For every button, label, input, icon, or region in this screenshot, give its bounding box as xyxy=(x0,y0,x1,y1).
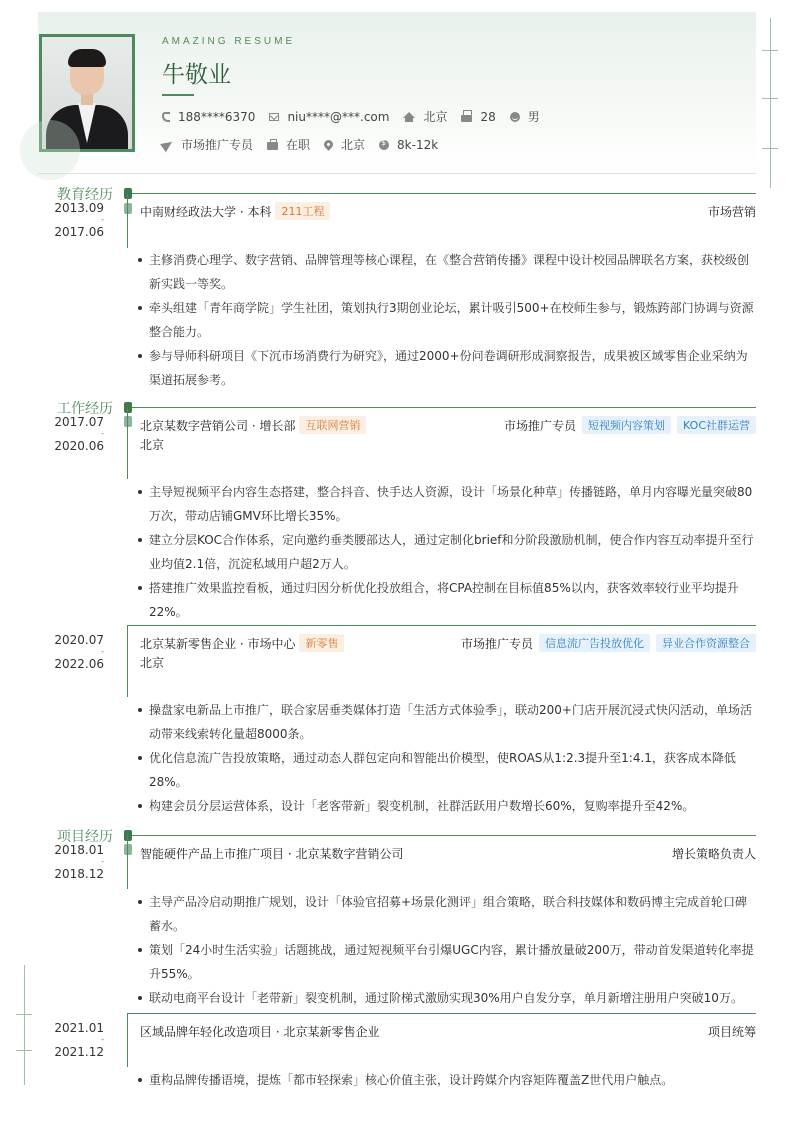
job-target-text: 市场推广专员 xyxy=(181,138,254,152)
start-date: 2013.09 xyxy=(54,201,104,215)
list-item: 重构品牌传播语境，提炼「都市轻探索」核心价值主张，设计跨媒介内容矩阵覆盖Z世代用户触点。 xyxy=(138,1068,756,1092)
project-name: 区域品牌年轻化改造项目 · 北京某新零售企业 xyxy=(140,1024,380,1039)
target-city-info xyxy=(324,136,365,153)
work-entry-head xyxy=(140,635,756,651)
list-item: 主导短视频平台内容生态搭建，整合抖音、快手达人资源，设计「场景化种草」传播链路，单月内容曝光量突破80万次，带动店铺GMV环比增长35%。 xyxy=(138,480,756,528)
list-item: 优化信息流广告投放策略，通过动态人群包定向和智能出价模型，使ROAS从1:2.3提升至1:4.1，获客成本降低28%。 xyxy=(138,746,756,794)
decor-line xyxy=(770,18,771,188)
decor-circle xyxy=(20,120,80,180)
list-item: 参与导师科研项目《下沉市场消费行为研究》，通过2000+份问卷调研形成洞察报告，成果被区域零售企业采纳为渠道拓展参考。 xyxy=(138,344,756,392)
skill-tag: 信息流广告投放优化 xyxy=(539,634,650,652)
work-location: 北京 xyxy=(140,656,165,670)
company-name: 北京某新零售企业 · 市场中心 xyxy=(140,636,296,651)
status-info xyxy=(267,136,310,153)
section-marker xyxy=(124,188,132,199)
work-entry-head xyxy=(140,417,756,433)
gender-info xyxy=(510,108,540,125)
list-item: 策划「24小时生活实验」话题挑战，通过短视频平台引爆UGC内容，累计播放量破200万，带动首发渠道转化率提升55%。 xyxy=(138,938,756,986)
decor-line xyxy=(16,1050,32,1051)
entry-line xyxy=(127,1013,128,1067)
cake-icon xyxy=(461,115,472,122)
entry-line xyxy=(127,193,128,248)
project-entry-head xyxy=(140,845,756,861)
decor-line xyxy=(762,148,778,149)
home-icon xyxy=(403,112,415,118)
start-date: 2021.01 xyxy=(54,1021,104,1035)
age-info xyxy=(461,110,495,124)
industry-tag: 新零售 xyxy=(299,634,344,652)
date-range xyxy=(38,844,104,880)
list-item: 牵头组建「青年商学院」学生社团，策划执行3期创业论坛，累计吸引500+在校师生参与，锻炼跨部门协调与资源整合能力。 xyxy=(138,296,756,344)
education-bullets xyxy=(138,248,756,392)
skill-tag: KOC社群运营 xyxy=(677,416,756,434)
location-pin-icon xyxy=(322,138,335,151)
list-item: 主修消费心理学、数字营销、品牌管理等核心课程，在《整合营销传播》课程中设计校园品牌联名方案，获校级创新实践一等奖。 xyxy=(138,248,756,296)
resume-header xyxy=(38,12,756,174)
work-bullets xyxy=(138,698,756,818)
entry-marker xyxy=(124,203,132,214)
industry-tag: 互联网营销 xyxy=(299,416,366,434)
list-item: 构建会员分层运营体系，设计「老客带新」裂变机制，社群活跃用户数增长60%，复购率提升至42%。 xyxy=(138,794,756,818)
end-date: 2018.12 xyxy=(54,867,104,881)
decor-line xyxy=(762,50,778,51)
phone-icon xyxy=(162,112,170,122)
entry-line xyxy=(128,625,756,626)
end-date: 2022.06 xyxy=(54,657,104,671)
end-date: 2021.12 xyxy=(54,1045,104,1059)
job-target-info xyxy=(162,136,253,153)
project-name: 智能硬件产品上市推广项目 · 北京某数字营销公司 xyxy=(140,846,404,861)
project-role: 增长策略负责人 xyxy=(671,846,756,861)
send-icon xyxy=(160,137,175,152)
date-separator: - xyxy=(101,647,104,656)
project-entry-head xyxy=(140,1023,756,1039)
section-title-education: 教育经历 xyxy=(57,187,113,203)
date-range xyxy=(38,1022,104,1058)
entry-line xyxy=(128,1013,756,1014)
face-icon xyxy=(510,112,520,122)
end-date: 2020.06 xyxy=(54,439,104,453)
list-item: 主导产品冷启动期推广规划，设计「体验官招募+场景化测评」组合策略，联合科技媒体和数码博主完成首轮口碑蓄水。 xyxy=(138,890,756,938)
start-date: 2017.07 xyxy=(54,415,104,429)
decor-line xyxy=(16,1014,32,1015)
email-text: niu****@***.com xyxy=(287,109,390,124)
project-bullets xyxy=(138,890,756,1010)
salary-info xyxy=(379,138,438,152)
name-underline xyxy=(162,94,194,96)
start-date: 2018.01 xyxy=(54,843,104,857)
company-name: 北京某数字营销公司 · 增长部 xyxy=(140,418,296,433)
date-range xyxy=(38,634,104,670)
date-separator: - xyxy=(101,857,104,866)
entry-marker xyxy=(124,416,132,427)
gender-text: 男 xyxy=(527,110,540,124)
list-item: 操盘家电新品上市推广，联合家居垂类媒体打造「生活方式体验季」，联动200+门店开展沉浸式快闪活动，单场活动带来线索转化量超8000条。 xyxy=(138,698,756,746)
money-icon xyxy=(379,140,389,150)
city-info xyxy=(403,108,447,125)
section-line xyxy=(128,835,756,836)
candidate-name: 牛敬业 xyxy=(162,62,231,88)
section-marker xyxy=(124,830,132,841)
phone-text: 188****6370 xyxy=(178,109,256,124)
work-bullets xyxy=(138,480,756,624)
end-date: 2017.06 xyxy=(54,225,104,239)
phone-info xyxy=(162,110,255,124)
contact-row xyxy=(162,108,554,125)
section-marker xyxy=(124,402,132,413)
project-bullets xyxy=(138,1068,756,1092)
intent-row xyxy=(162,136,452,153)
section-line xyxy=(128,193,756,194)
job-role: 市场推广专员 xyxy=(460,636,533,651)
skill-tag: 异业合作资源整合 xyxy=(656,634,756,652)
education-entry-head xyxy=(140,203,756,219)
list-item: 联动电商平台设计「老带新」裂变机制，通过阶梯式激励实现30%用户自发分享，单月新增注册用户突破10万。 xyxy=(138,986,756,1010)
salary-text: 8k-12k xyxy=(397,137,439,152)
target-city-text: 北京 xyxy=(341,138,366,152)
date-range xyxy=(38,202,104,238)
city-text: 北京 xyxy=(423,110,448,124)
section-line xyxy=(128,407,756,408)
list-item: 建立分层KOC合作体系，定向邀约垂类腰部达人，通过定制化brief和分阶段激励机制，使合作内容互动率提升至行业均值2.1倍，沉淀私域用户超2万人。 xyxy=(138,528,756,576)
resume-tagline: AMAZING RESUME xyxy=(162,36,296,47)
age-text: 28 xyxy=(480,109,496,124)
work-location: 北京 xyxy=(140,438,165,452)
major: 市场营销 xyxy=(707,204,756,219)
date-separator: - xyxy=(101,1035,104,1044)
date-separator: - xyxy=(101,215,104,224)
start-date: 2020.07 xyxy=(54,633,104,647)
entry-line xyxy=(127,625,128,697)
school-name: 中南财经政法大学 · 本科 xyxy=(140,204,272,219)
list-item: 搭建推广效果监控看板，通过归因分析优化投放组合，将CPA控制在目标值85%以内，获客效率较行业平均提升22%。 xyxy=(138,576,756,624)
email-info xyxy=(269,110,389,124)
section-title-projects: 项目经历 xyxy=(57,829,113,845)
project-role: 项目统筹 xyxy=(707,1024,756,1039)
briefcase-icon xyxy=(267,142,278,150)
skill-tag: 短视频内容策划 xyxy=(582,416,671,434)
entry-marker xyxy=(124,844,132,855)
entry-line xyxy=(127,835,128,889)
section-title-work: 工作经历 xyxy=(57,401,113,417)
entry-line xyxy=(127,407,128,479)
date-range xyxy=(38,416,104,452)
job-role: 市场推广专员 xyxy=(504,418,577,433)
school-tag: 211工程 xyxy=(275,202,330,220)
date-separator: - xyxy=(101,429,104,438)
decor-line xyxy=(762,98,778,99)
decor-line xyxy=(24,965,25,1085)
status-text: 在职 xyxy=(286,138,311,152)
mail-icon xyxy=(269,113,279,121)
